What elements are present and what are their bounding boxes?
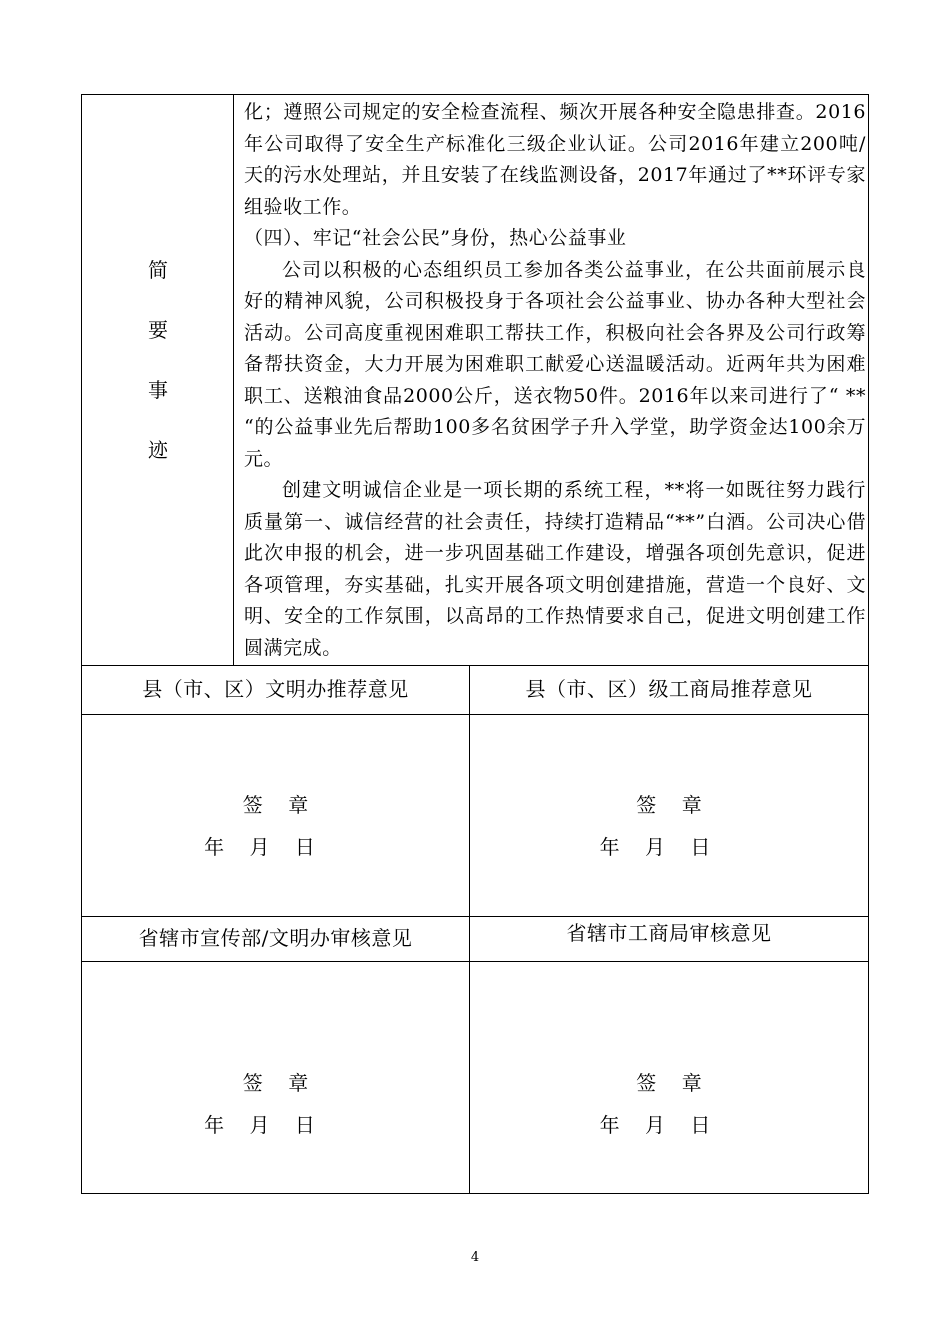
seal-label: 签 章	[242, 793, 309, 817]
county-civilization-office-title: 县（市、区）文明办推荐意见	[142, 677, 409, 701]
date-label: 年 月 日	[204, 1113, 315, 1137]
summary-paragraph: （四）、牢记“社会公民”身份，热心公益事业	[244, 227, 627, 249]
city-publicity-department-title: 省辖市宣传部/文明办审核意见	[138, 926, 413, 950]
row-separator-4	[82, 961, 868, 962]
seal-label: 签 章	[636, 793, 702, 817]
summary-label-char: 简	[148, 258, 168, 282]
seal-label: 签 章	[636, 1071, 702, 1095]
date-label: 年 月 日	[599, 835, 711, 859]
date-label: 年 月 日	[599, 1113, 711, 1137]
form-table	[81, 94, 869, 1194]
summary-paragraph: 创建文明诚信企业是一项长期的系统工程，**将一如既往努力践行质量第一、诚信经营的社会责任，持续打造精品“**”白酒。公司决心借此次申报的机会，进一步巩固基础工作建设，增强各项创先意识，促进各项管理，夯实基础，扎实开展各项文明创建措施，营造一个良好、文明、安全的工作氛围，以高昂的工作热情要求自己，促进文明创建工作圆满完成。	[244, 479, 866, 659]
summary-label-char: 迹	[148, 438, 168, 462]
summary-label-char: 事	[148, 378, 168, 402]
county-commerce-bureau-title: 县（市、区）级工商局推荐意见	[525, 677, 813, 701]
summary-label	[82, 95, 234, 666]
row-separator-2	[82, 714, 868, 715]
seal-label: 签 章	[242, 1071, 309, 1095]
summary-paragraph: 化；遵照公司规定的安全检查流程、频次开展各种安全隐患排查。2016年公司取得了安全生产标准化三级企业认证。公司2016年建立200吨/天的污水处理站，并且安装了在线监测设备，2017年通过了**环评专家组验收工作。	[244, 101, 866, 218]
date-label: 年 月 日	[204, 835, 315, 859]
city-commerce-bureau-title: 省辖市工商局审核意见	[566, 921, 772, 945]
summary-label-char: 要	[148, 318, 168, 342]
summary-content	[244, 97, 866, 664]
page-number: 4	[470, 1250, 480, 1265]
summary-paragraph: 公司以积极的心态组织员工参加各类公益事业，在公共面前展示良好的精神风貌，公司积极投身于各项社会公益事业、协办各种大型社会活动。公司高度重视困难职工帮扶工作，积极向社会各界及公司行政筹备帮扶资金，大力开展为困难职工献爱心送温暖活动。近两年共为困难职工、送粮油食品2000公斤，送衣物50件。2016年以来司进行了“ ** “的公益事业先后帮助100多名贫困学子升入学堂，助学资金达100余万元。	[244, 258, 866, 470]
